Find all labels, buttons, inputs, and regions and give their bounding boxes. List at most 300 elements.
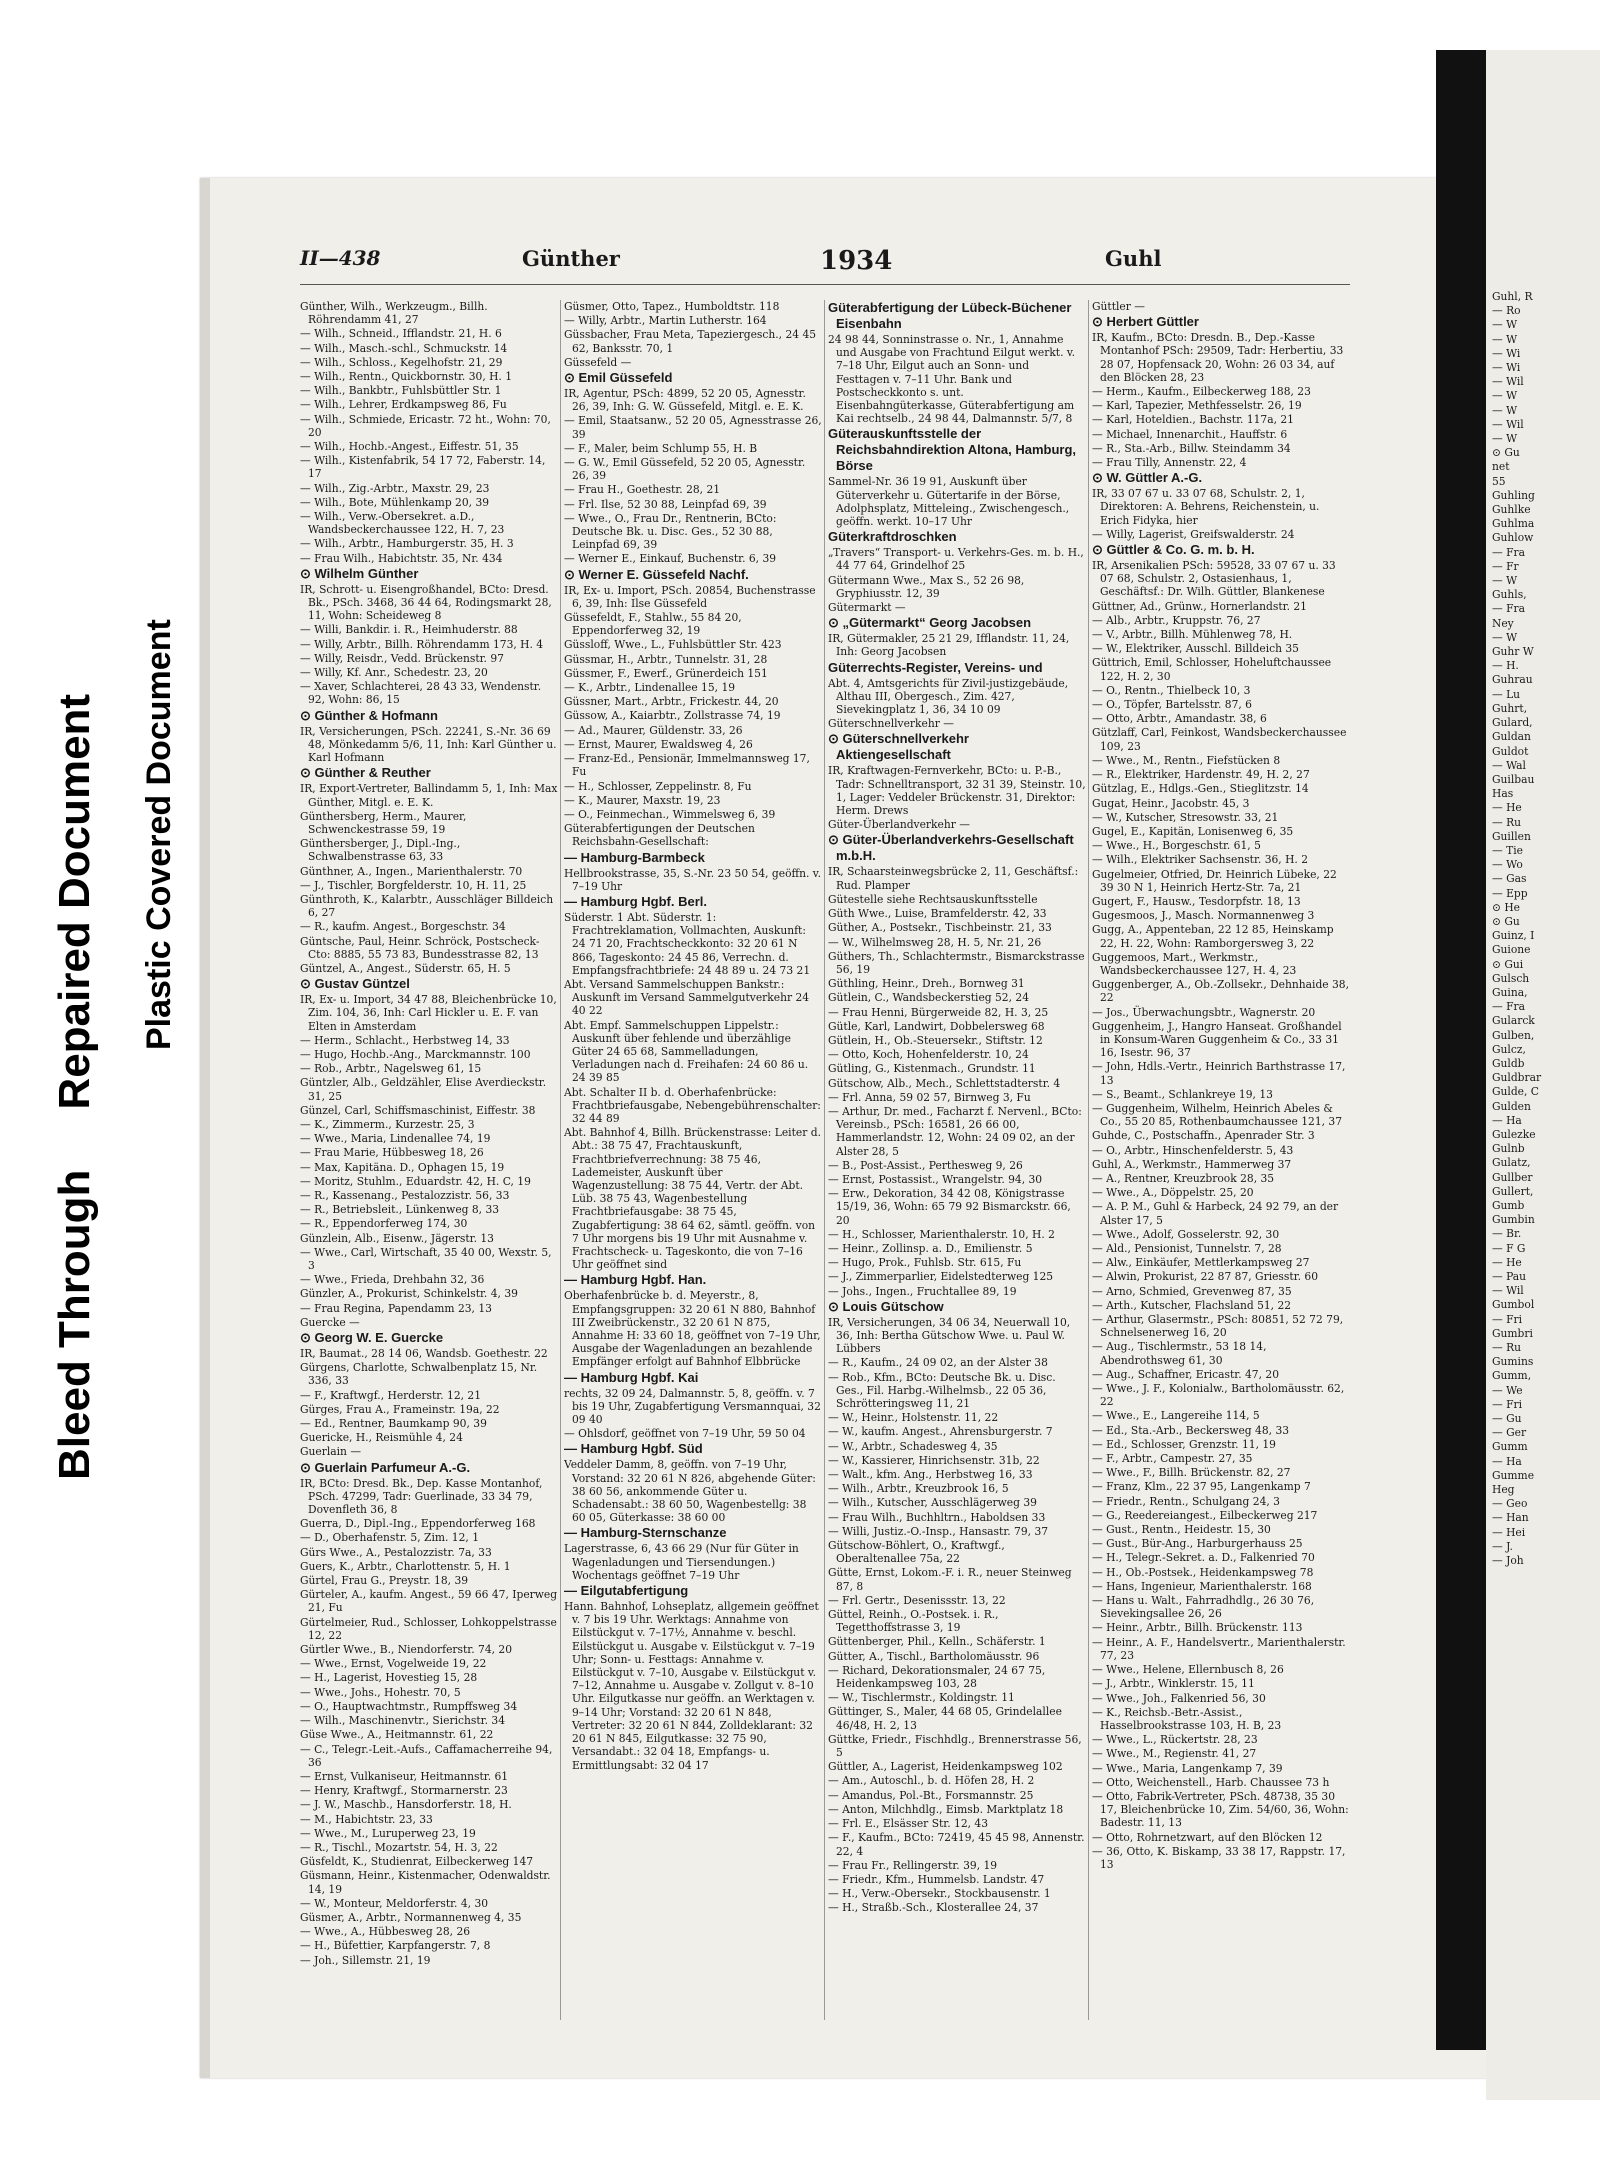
directory-entry-heading: — Hamburg Hgbf. Berl.: [564, 893, 708, 909]
directory-entry: — Tie: [1492, 843, 1523, 857]
directory-entry: — J.: [1492, 1539, 1513, 1553]
directory-entry: Gürs Wwe., A., Pestalozzistr. 7a, 33: [300, 1545, 492, 1559]
directory-entry: — Heinr., Arbtr., Billh. Brückenstr. 113: [1092, 1621, 1303, 1635]
directory-entry: Günthersberg, Herm., Maurer, Schwenckestrasse 59, 19: [300, 809, 467, 836]
directory-entry: IR, Ex- u. Import, PSch. 20854, Buchenstrasse 6, 39, Inh: Ilse Güssefeld: [564, 583, 816, 610]
directory-entry: Güsfeldt, K., Studienrat, Eilbeckerweg 147: [300, 1855, 534, 1869]
directory-entry: — O., Feinmechan., Wimmelsweg 6, 39: [564, 807, 776, 821]
directory-entry: Güttenberger, Phil., Kelln., Schäferstr. 1: [828, 1635, 1046, 1649]
directory-entry: — Wilh., Arbtr., Hamburgerstr. 35, H. 3: [300, 537, 514, 551]
directory-entry: — Wil: [1492, 375, 1524, 389]
header-year: 1934: [820, 246, 893, 276]
directory-entry: — F., Maler, beim Schlump 55, H. B: [564, 441, 758, 455]
directory-entry: Abt. Empf. Sammelschuppen Lippelstr.: Auskunft über fehlende und überzählige Güter 24 65 68, Sammelladungen, Verladungen nach d. Freihafen: 24 60 86 u. 24 39 85: [564, 1018, 809, 1085]
directory-entry: — Ald., Pensionist, Tunnelstr. 7, 28: [1092, 1242, 1282, 1255]
directory-entry: — Fra: [1492, 602, 1525, 616]
directory-entry: — Wal: [1492, 758, 1526, 772]
directory-entry: — W: [1492, 432, 1518, 446]
directory-entry: — Moritz, Stuhlm., Eduardstr. 42, H. C, 19: [300, 1174, 531, 1188]
directory-entry: — K., Zimmerm., Kurzestr. 25, 3: [300, 1117, 475, 1131]
directory-entry: — K., Arbtr., Lindenallee 15, 19: [564, 681, 736, 695]
directory-entry: — A. P. M., Guhl & Harbeck, 24 92 79, an der Alster 17, 5: [1092, 1200, 1339, 1227]
directory-entry: — Wilh., Kistenfabrik, 54 17 72, Faberstr. 14, 17: [300, 454, 546, 481]
directory-entry: — Frl. Ilse, 52 30 88, Leinpfad 69, 39: [564, 497, 767, 511]
directory-entry: 24 98 44, Sonninstrasse o. Nr., 1, Annahme und Ausgabe von Frachtund Eilgut werkt. v. 7–18 Uhr, Eilgut auch an Sonn- und Festtagen v. 7–11 Uhr. Bank und Postscheckkonto s. unt. Eisenbahngüterkasse, Güterabfertigung am Kai rechtselb., 24 98 44, Dalmannstr. 5/7, 8: [828, 333, 1076, 426]
directory-entry: — G. W., Emil Güssefeld, 52 20 05, Agnesstr. 26, 39: [564, 456, 806, 483]
directory-entry: — S., Beamt., Schlankreye 19, 13: [1092, 1087, 1273, 1101]
directory-entry: Günther, Wilh., Werkzeugm., Billh. Röhrendamm 41, 27: [300, 300, 488, 327]
directory-entry: — R., Elektriker, Hardenstr. 49, H. 2, 27: [1092, 768, 1310, 782]
directory-entry: — Michael, Innenarchit., Hauffstr. 6: [1092, 427, 1288, 441]
directory-entry: — Wwe., E., Langereihe 114, 5: [1092, 1409, 1260, 1423]
directory-entry: Gulard,: [1492, 716, 1533, 730]
directory-entry: Abt. Bahnhof 4, Billh. Brückenstrasse: Leiter d. Abt.: 38 75 47, Frachtauskunft, Frachtbriefverrechnung: 38 75 46, Lademeister, Auskunft über Wagenzustellung: 38 75 44, Vertr. der Abt. Lüb. 38 75 43, Wagenbestellung Frachtbriefausgabe: 38 75 45, Zugabfertigung: 38 64 62, sämtl. geöffn. von 7 Uhr morgens bis 19 Uhr mit Ausnahme v. Frachtscheck- u. Tageskonto, die von 7–16 Uhr geöffnet sind: [564, 1126, 821, 1272]
column-divider: [824, 300, 825, 2020]
directory-entry: „Travers“ Transport- u. Verkehrs-Ges. m. b. H., 44 77 64, Grindelhof 25: [828, 546, 1084, 573]
directory-entry: — F., Kaufm., BCto: 72419, 45 45 98, Annenstr. 22, 4: [828, 1831, 1085, 1858]
directory-entry: — Ed., Rentner, Baumkamp 90, 39: [300, 1417, 487, 1431]
directory-entry: — Wwe., J. F., Kolonialw., Bartholomäusstr. 62, 22: [1092, 1382, 1345, 1409]
directory-entry: Güssloff, Wwe., L., Fuhlsbüttler Str. 423: [564, 638, 782, 652]
directory-entry: Guilbau: [1492, 772, 1535, 786]
directory-entry: — Ohlsdorf, geöffnet von 7–19 Uhr, 59 50 04: [564, 1427, 806, 1441]
directory-entry-heading: — Hamburg Hgbf. Süd: [564, 1441, 703, 1457]
binding-shadow: [1436, 50, 1486, 2050]
directory-entry: — Frau Wilh., Buchhltrn., Haboldsen 33: [828, 1510, 1046, 1524]
directory-entry-heading: — Eilgutabfertigung: [564, 1583, 689, 1599]
directory-entry: — Wilh., Schneid., Ifflandstr. 21, H. 6: [300, 327, 502, 341]
directory-entry: Güssefeld —: [564, 355, 632, 369]
directory-entry: Gumme: [1492, 1468, 1535, 1482]
directory-entry: Ney: [1492, 616, 1514, 630]
directory-entry: — Emil, Staatsanw., 52 20 05, Agnesstrasse 26, 39: [564, 414, 822, 441]
directory-entry: Guinz, I: [1492, 929, 1535, 943]
directory-entry: — W., Arbtr., Schadesweg 4, 35: [828, 1439, 998, 1453]
directory-entry: Abt. 4, Amtsgerichts für Zivil-justizgebäude, Althau III, Obergesch., Zim. 427, Sievekingplatz 1, 36, 34 10 09: [828, 676, 1069, 717]
directory-entry: — W: [1492, 574, 1518, 588]
directory-entry-heading: ⊙ Louis Gütschow: [828, 1298, 944, 1314]
directory-entry: — Geo: [1492, 1497, 1528, 1511]
directory-entry: net: [1492, 460, 1510, 474]
directory-entry: — Frl. Gertr., Desenissstr. 13, 22: [828, 1593, 1006, 1607]
directory-entry: — Wilh., Lehrer, Erdkampsweg 86, Fu: [300, 398, 507, 412]
directory-entry: — Frau Tilly, Annenstr. 22, 4: [1092, 456, 1247, 470]
directory-entry: — M., Habichtstr. 23, 33: [300, 1812, 433, 1826]
directory-entry: Abt. Versand Sammelschuppen Bankstr.: Auskunft im Versand Sammelgutverkehr 24 40 22: [564, 977, 810, 1018]
directory-entry: — Wilh., Bankbtr., Fuhlsbüttler Str. 1: [300, 384, 502, 398]
directory-entry: — Franz-Ed., Pensionär, Immelmannsweg 17, Fu: [564, 752, 810, 779]
directory-entry: Guers, K., Arbtr., Charlottenstr. 5, H. 1: [300, 1559, 511, 1573]
directory-entry: Gullert,: [1492, 1184, 1534, 1198]
directory-entry: Guhlow: [1492, 531, 1534, 545]
directory-entry: Gürgens, Charlotte, Schwalbenplatz 15, Nr. 336, 33: [300, 1361, 538, 1388]
directory-entry: — W., Kutscher, Stresowstr. 33, 21: [1092, 810, 1279, 824]
column-3: [828, 300, 1086, 2020]
directory-entry: Guerlain —: [300, 1445, 362, 1459]
directory-entry: — Arth., Kutscher, Flachsland 51, 22: [1092, 1298, 1292, 1312]
directory-entry: — Karl, Tapezier, Methfesselstr. 26, 19: [1092, 399, 1302, 413]
directory-entry: — Ger: [1492, 1426, 1527, 1440]
directory-entry: — Fra: [1492, 1000, 1525, 1014]
directory-entry: — W: [1492, 389, 1518, 403]
directory-entry: Guina,: [1492, 985, 1528, 999]
directory-entry: — Wwe., M., Rentn., Fiefstücken 8: [1092, 753, 1281, 767]
directory-entry: — Frau Wilh., Habichtstr. 35, Nr. 434: [300, 551, 503, 565]
directory-entry: Gumbri: [1492, 1326, 1533, 1340]
directory-entry: Gütlein, C., Wandsbeckerstieg 52, 24: [828, 991, 1029, 1005]
directory-entry: Güssmar, H., Arbtr., Tunnelstr. 31, 28: [564, 652, 768, 666]
directory-entry: — Frl. Anna, 59 02 57, Birnweg 3, Fu: [828, 1090, 1031, 1104]
directory-entry: Günzel, Carl, Schiffsmaschinist, Eiffestr. 38: [300, 1103, 536, 1117]
directory-entry: Güssmer, F., Ewerf., Grünerdeich 151: [564, 666, 768, 680]
directory-entry: — Wilh., Verw.-Obersekret. a.D., Wandsbeckerchaussee 122, H. 7, 23: [300, 510, 505, 537]
directory-entry: — W., Tischlermstr., Koldingstr. 11: [828, 1691, 1015, 1705]
directory-entry: Güntzler, Alb., Geldzähler, Elise Averdieckstr. 31, 25: [300, 1076, 547, 1103]
directory-entry: — Wilh., Schmiede, Ericastr. 72 ht., Wohn: 70, 20: [300, 412, 551, 439]
directory-entry: IR, Schrott- u. Eisengroßhandel, BCto: Dresd. Bk., PSch. 3468, 36 44 64, Rodingsmarkt 28, 11, Wohn: Scheideweg 8: [300, 582, 552, 623]
directory-entry: — Henry, Kraftwgf., Stormarnerstr. 23: [300, 1784, 508, 1798]
directory-entry: — Rob., Kfm., BCto: Deutsche Bk. u. Disc. Ges., Fil. Harbg.-Wilhelmsb., 22 05 36, Schrötteringsweg 11, 21: [828, 1370, 1056, 1410]
directory-entry: Gürteler, A., kaufm. Angest., 59 66 47, Iperweg 21, Fu: [300, 1588, 558, 1615]
directory-entry: Gugesmoos, J., Masch. Normannenweg 3: [1092, 909, 1315, 923]
directory-entry: Gulnb: [1492, 1142, 1525, 1156]
directory-entry: IR, Versicherungen, PSch. 22241, S.-Nr. 36 69 48, Mönkedamm 5/6, 11, Inh: Karl Günther u. Karl Hofmann: [300, 724, 557, 765]
directory-entry: IR, Agentur, PSch: 4899, 52 20 05, Agnesstr. 26, 39, Inh: G. W. Güssefeld, Mitgl. e. E. K.: [564, 387, 806, 414]
directory-entry: Guercke —: [300, 1315, 360, 1329]
directory-entry: Gütschow-Böhlert, O., Kraftwgf., Oberaltenallee 75a, 22: [828, 1539, 1005, 1566]
directory-entry: — Wwe., Carl, Wirtschaft, 35 40 00, Wexstr. 5, 3: [300, 1245, 552, 1272]
directory-entry: — Ha: [1492, 1454, 1522, 1468]
directory-entry: IR, Export-Vertreter, Ballindamm 5, 1, Inh: Max Günther, Mitgl. e. E. K.: [300, 782, 558, 809]
directory-entry: Güttner, Ad., Grünw., Hornerlandstr. 21: [1092, 599, 1307, 613]
directory-entry: Guhling: [1492, 488, 1535, 502]
directory-entry: — O., Rentn., Thielbeck 10, 3: [1092, 683, 1251, 697]
directory-entry: Guldot: [1492, 744, 1529, 758]
directory-entry: — G., Reedereiangest., Eilbeckerweg 217: [1092, 1508, 1318, 1522]
directory-entry: — Ed., Sta.-Arb., Beckersweg 48, 33: [1092, 1423, 1290, 1437]
directory-entry: — Wil: [1492, 417, 1524, 431]
directory-entry: — Wilh., Bote, Mühlenkamp 20, 39: [300, 495, 490, 509]
directory-entry: — Max, Kapitäna. D., Ophagen 15, 19: [300, 1160, 505, 1174]
directory-entry: — Han: [1492, 1511, 1529, 1525]
directory-entry: — Wilh., Rentn., Quickbornstr. 30, H. 1: [300, 370, 513, 384]
directory-entry: — Gust., Rentn., Heidestr. 15, 30: [1092, 1523, 1271, 1537]
directory-entry: Gumb: [1492, 1199, 1525, 1212]
directory-entry: — Heinr., Zollinsp. a. D., Emilienstr. 5: [828, 1241, 1033, 1255]
directory-entry: — Gu: [1492, 1412, 1522, 1426]
directory-entry: Güttrich, Emil, Schlosser, Hoheluftchaussee 122, H. 2, 30: [1092, 656, 1332, 683]
directory-entry: — Wwe., Maria, Lindenallee 74, 19: [300, 1132, 491, 1146]
directory-entry: IR, BCto: Dresd. Bk., Dep. Kasse Montanhof, PSch. 47299, Tadr: Guerlinade, 33 34 79, Dovenfleth 36, 8: [300, 1476, 543, 1517]
directory-entry: Guhlma: [1492, 517, 1535, 531]
directory-entry: — R., Kassenang., Pestalozzistr. 56, 33: [300, 1188, 510, 1202]
directory-entry: Gulden: [1492, 1099, 1531, 1113]
directory-entry-heading: Güterauskunftsstelle der Reichsbahndirektion Altona, Hamburg, Börse: [828, 426, 1077, 474]
directory-entry: — W., Elektriker, Ausschl. Billdeich 35: [1092, 642, 1299, 656]
page-content: [300, 238, 1350, 1967]
directory-entry: — J., Tischler, Borgfelderstr. 10, H. 11, 25: [300, 878, 527, 892]
directory-entry: Güssefeldt, F., Stahlw., 55 84 20, Eppendorferweg 32, 19: [564, 611, 742, 638]
page-number: II—438: [300, 246, 381, 270]
directory-entry: — Pau: [1492, 1270, 1527, 1284]
directory-entry: Güth Wwe., Luise, Bramfelderstr. 42, 33: [828, 907, 1047, 921]
directory-entry: — R., Eppendorferweg 174, 30: [300, 1217, 468, 1231]
directory-entry: Güttler, A., Lagerist, Heidenkampsweg 102: [828, 1760, 1063, 1774]
directory-entry: — Ro: [1492, 304, 1521, 318]
directory-entry: — Friedr., Kfm., Hummelsb. Landstr. 47: [828, 1872, 1045, 1886]
directory-entry-heading: ⊙ Güttler & Co. G. m. b. H.: [1092, 542, 1255, 558]
directory-entry: — Ru: [1492, 815, 1522, 829]
directory-entry: — Johs., Ingen., Fruchtallee 89, 19: [828, 1284, 1017, 1298]
directory-entry: — Wwe., Frieda, Drehbahn 32, 36: [300, 1273, 485, 1287]
directory-entry: — Frau Marie, Hübbesweg 18, 26: [300, 1146, 484, 1160]
directory-entry: — Wo: [1492, 858, 1523, 872]
directory-entry: Güsmer, A., Arbtr., Normannenweg 4, 35: [300, 1910, 522, 1924]
directory-entry: — H.: [1492, 659, 1519, 673]
directory-entry: — A., Rentner, Kreuzbrook 28, 35: [1092, 1171, 1275, 1185]
directory-entry: — R., Sta.-Arb., Billw. Steindamm 34: [1092, 441, 1291, 455]
directory-entry: ⊙ Gui: [1492, 957, 1524, 971]
directory-entry: Guhde, C., Postschaffn., Apenrader Str. 3: [1092, 1129, 1315, 1143]
directory-entry: — Alb., Arbtr., Kruppstr. 76, 27: [1092, 613, 1261, 627]
directory-entry: IR, Gütermakler, 25 21 29, Ifflandstr. 11, 24, Inh: Georg Jacobsen: [828, 632, 1070, 659]
directory-entry: — Ru: [1492, 1341, 1522, 1355]
directory-entry: Guione: [1492, 943, 1531, 957]
directory-entry: — Am., Autoschl., b. d. Höfen 28, H. 2: [828, 1774, 1035, 1788]
directory-entry: Güntsche, Paul, Heinr. Schröck, Postscheck-Cto: 8885, 55 73 83, Bundesstrasse 82, 13: [300, 934, 540, 961]
directory-entry: Gütter, A., Tischl., Bartholomäusstr. 96: [828, 1649, 1040, 1663]
directory-entry: — Aug., Schaffner, Ericastr. 47, 20: [1092, 1367, 1279, 1381]
directory-entry: Gulatz,: [1492, 1156, 1531, 1170]
directory-entry: Gütling, G., Kistenmach., Grundstr. 11: [828, 1062, 1036, 1076]
directory-entry: — Frau Henni, Bürgerweide 82, H. 3, 25: [828, 1005, 1049, 1019]
directory-entry: — He: [1492, 801, 1522, 815]
directory-entry: Güssner, Mart., Arbtr., Frickestr. 44, 20: [564, 695, 779, 709]
directory-entry: — Alwin, Prokurist, 22 87 87, Griesstr. 60: [1092, 1270, 1319, 1284]
directory-entry: — Otto, Arbtr., Amandastr. 38, 6: [1092, 712, 1267, 726]
directory-entry: Guerra, D., Dipl.-Ing., Eppendorferweg 168: [300, 1517, 536, 1531]
directory-entry: — H., Büfettier, Karpfangerstr. 7, 8: [300, 1939, 491, 1953]
directory-entry: Günthroth, K., Kalarbtr., Ausschläger Billdeich 6, 27: [300, 892, 554, 920]
directory-entry: — H., Lagerist, Hovestieg 15, 28: [300, 1671, 478, 1685]
directory-entry: Güttler —: [1092, 300, 1145, 313]
directory-entry: — Arthur, Glasermstr., PSch: 80851, 52 72 79, Schnelsenerweg 16, 20: [1092, 1313, 1344, 1340]
directory-entry: — W., Monteur, Meldorferstr. 4, 30: [300, 1896, 489, 1910]
directory-entry: — K., Reichsb.-Betr.-Assist., Hasselbrookstrasse 103, H. B, 23: [1092, 1705, 1282, 1732]
directory-entry-heading: Güterkraftdroschken: [828, 529, 957, 545]
directory-entry: Gumm: [1492, 1440, 1528, 1454]
directory-entry: Guhrt,: [1492, 701, 1528, 715]
directory-entry: — Hans, Ingenieur, Marienthalerstr. 168: [1092, 1579, 1312, 1593]
directory-entry-heading: ⊙ Wilhelm Günther: [300, 565, 419, 581]
directory-entry: — O., Arbtr., Hinschenfelderstr. 5, 43: [1092, 1143, 1294, 1157]
directory-entry: — Wwe., H., Borgeschstr. 61, 5: [1092, 839, 1261, 853]
directory-entry: — Hugo, Hochb.-Ang., Marckmannstr. 100: [300, 1047, 531, 1061]
directory-entry: — Wwe., Helene, Ellernbusch 8, 26: [1092, 1663, 1284, 1677]
directory-entry: — Alw., Einkäufer, Mettlerkampsweg 27: [1092, 1256, 1310, 1270]
column-divider: [1088, 300, 1089, 2020]
directory-entry: — O., Töpfer, Bartelsstr. 87, 6: [1092, 698, 1252, 712]
directory-entry: ⊙ He: [1492, 900, 1520, 914]
directory-entry: — F G: [1492, 1241, 1526, 1255]
directory-entry: IR, Ex- u. Import, 34 47 88, Bleichenbrücke 10, Zim. 104, 36, Inh: Carl Hickler u. E. F. van Elten in Amsterdam: [300, 993, 557, 1033]
directory-entry: Gütlein, H., Ob.-Steuersekr., Stiftstr. 12: [828, 1033, 1043, 1047]
directory-entry: — W: [1492, 630, 1518, 644]
directory-entry-heading: — Hamburg-Barmbeck: [564, 849, 705, 865]
directory-entry-heading: ⊙ Güter-Überlandverkehrs-Gesellschaft m.b.H.: [828, 832, 1074, 864]
directory-entry: — Gust., Bür-Ang., Harburgerhauss 25: [1092, 1537, 1303, 1551]
directory-entry: Sammel-Nr. 36 19 91, Auskunft über Güterverkehr u. Gütertarife in der Börse, Adolphsplatz, Mitteleing., Zwischengesch., geöffn. werkt. 10–17 Uhr: [828, 475, 1070, 529]
directory-entry: Gumm,: [1492, 1369, 1532, 1383]
directory-entry: Heg: [1492, 1483, 1515, 1497]
directory-entry: — Arthur, Dr. med., Facharzt f. Nervenl., BCto: Vereinsb., PSch: 16581, 26 66 00, Hammerlandstr. 12, Wohn: 24 09 02, an der Alster 28, 5: [828, 1104, 1082, 1158]
directory-entry: — Wilh., Schloss., Kegelhofstr. 21, 29: [300, 355, 503, 369]
directory-entry: — H., Telegr.-Sekret. a. D., Falkenried 70: [1092, 1551, 1315, 1565]
directory-entry: Güttinger, S., Maler, 44 68 05, Grindelallee 46/48, H. 2, 13: [828, 1705, 1062, 1732]
directory-entry: — Frau Regina, Papendamm 23, 13: [300, 1301, 492, 1315]
directory-entry: Abt. Schalter II b. d. Oberhafenbrücke: Frachtbriefausgabe, Nebengebührenschalter: 32 44 89: [564, 1085, 821, 1125]
directory-entry: Güthers, Th., Schlachtermstr., Bismarckstrasse 56, 19: [828, 949, 1085, 976]
directory-entry: — F., Arbtr., Campestr. 27, 35: [1092, 1452, 1253, 1466]
directory-entry: — Herm., Kaufm., Eilbeckerweg 188, 23: [1092, 385, 1311, 399]
directory-entry: rechts, 32 09 24, Dalmannstr. 5, 8, geöffn. v. 7 bis 19 Uhr, Zugabfertigung Versmannquai, 32 09 40: [564, 1386, 821, 1427]
directory-entry: Gulben,: [1492, 1028, 1535, 1042]
directory-entry: Gulsch: [1492, 971, 1530, 985]
directory-entry: — Werner E., Einkauf, Buchenstr. 6, 39: [564, 552, 777, 566]
directory-entry: — Wwe., M., Luruperweg 23, 19: [300, 1826, 476, 1840]
directory-entry: Guggenberger, A., Ob.-Zollsekr., Dehnhaide 38, 22: [1092, 978, 1350, 1005]
directory-entry: — Jos., Überwachungsbtr., Wagnerstr. 20: [1092, 1005, 1316, 1019]
directory-entry: — Franz, Klm., 22 37 95, Langenkamp 7: [1092, 1480, 1311, 1494]
directory-entry: Gütermann Wwe., Max S., 52 26 98, Gryphiusstr. 12, 39: [828, 573, 1025, 600]
directory-entry: Guhrau: [1492, 673, 1533, 687]
directory-entry: Gugelmeier, Otfried, Dr. Heinrich Lübeke, 22 39 30 N 1, Heinrich Hertz-Str. 7a, 21: [1092, 867, 1337, 894]
directory-entry: — Epp: [1492, 886, 1528, 900]
directory-entry: — Otto, Fabrik-Vertreter, PSch. 48738, 35 30 17, Bleichenbrücke 10, Zim. 54/60, 36, Wohn: Badestr. 11, 13: [1092, 1789, 1349, 1830]
directory-entry: Gugg, A., Appenteban, 22 12 85, Heinskamp 22, H. 22, Wohn: Ramborgersweg 3, 22: [1092, 923, 1334, 950]
directory-entry: Süderstr. 1 Abt. Süderstr. 1: Frachtreklamation, Vollmachten, Auskunft: 24 71 20, Frachtscheckkonto: 32 20 61 N 866, Tageskonto: 24 45 86, Verrechn. d. Empfangsfrachtbriefe: 24 48 89 u. 24 73 21: [564, 910, 811, 977]
column-4: [1092, 300, 1350, 2020]
directory-entry-heading: ⊙ Güterschnellverkehr Aktiengesellschaft: [828, 731, 969, 763]
directory-entry: — Gas: [1492, 872, 1527, 886]
directory-entry-heading: Güterrechts-Register, Vereins- und: [828, 659, 1043, 675]
directory-entry: — Richard, Dekorationsmaler, 24 67 75, Heidenkampsweg 103, 28: [828, 1663, 1046, 1691]
directory-entry: Gürtler Wwe., B., Niendorferstr. 74, 20: [300, 1643, 513, 1657]
directory-entry: Gütestelle siehe Rechtsauskunftsstelle: [828, 892, 1038, 906]
directory-entry: — Lu: [1492, 687, 1521, 701]
directory-entry: — Ha: [1492, 1113, 1522, 1127]
directory-entry: — Wwe., M., Regienstr. 41, 27: [1092, 1747, 1257, 1761]
directory-entry: — D., Oberhafenstr. 5, Zim. 12, 1: [300, 1531, 479, 1545]
directory-entry: — Wilh., Hochb.-Angest., Eiffestr. 51, 35: [300, 440, 519, 454]
directory-entry: — We: [1492, 1383, 1523, 1397]
directory-entry: Guggenheim, J., Hangro Hanseat. Großhandel in Konsum-Waren Guggenheim & Co., 33 31 16, Isestr. 96, 37: [1092, 1019, 1342, 1060]
directory-entry: — F., Kraftwgf., Herderstr. 12, 21: [300, 1388, 482, 1402]
directory-entry: — Hei: [1492, 1525, 1526, 1539]
directory-entry: — Anton, Milchhdlg., Eimsb. Marktplatz 18: [828, 1802, 1064, 1816]
directory-entry: — Fri: [1492, 1397, 1523, 1411]
side-label-bleed-through: [50, 694, 100, 1480]
directory-entry: Guhl, R: [1492, 290, 1533, 303]
adjacent-page: [1486, 50, 1600, 2100]
directory-entry: Gützlaff, Carl, Feinkost, Wandsbeckerchaussee 109, 23: [1092, 726, 1347, 753]
directory-entry: Gürges, Frau A., Frameinstr. 19a, 22: [300, 1402, 500, 1416]
directory-entry: — H., Ob.-Postsek., Heidenkampsweg 78: [1092, 1565, 1314, 1579]
directory-entry: Gürtelmeier, Rud., Schlosser, Lohkoppelstrasse 12, 22: [300, 1615, 557, 1642]
directory-entry: — Wwe., Adolf, Gosselerstr. 92, 30: [1092, 1227, 1280, 1241]
directory-entry: — Ernst, Postassist., Wrangelstr. 94, 30: [828, 1172, 1043, 1186]
directory-entry: — Wilh., Masch.-schl., Schmuckstr. 14: [300, 341, 508, 355]
directory-entry: — Br.: [1492, 1227, 1522, 1241]
directory-entry: Hann. Bahnhof, Lohseplatz, allgemein geöffnet v. 7 bis 19 Uhr. Werktags: Annahme von Eilstückgut v. 7–17½, Annahme v. beschl. Eilstückgut u. Ausgabe v. Eilstückgut v. 7–19 Uhr; Sonn- u. Festtags: Annahme v. Eilstückgut v. 7–10, Ausgabe v. Eilstückgut v. 7–12, Annahme u. Ausgabe v. Zollgut v. 8–10 Uhr. Eilgutkasse nur geöffn. an Werktagen v. 9–14 Uhr; Vorstand: 32 20 61 N 848, Vertreter: 32 20 61 N 844, Zolldeklarant: 32 20 61 N 845, Eilgutkasse: 32 75 90, Versandabt.: 32 04 18, Empfangs- u. Ermittlungsabt: 32 04 17: [564, 1600, 819, 1772]
directory-entry: — W., Wilhelmsweg 28, H. 5, Nr. 21, 26: [828, 935, 1042, 949]
directory-entry: Guldan: [1492, 730, 1531, 744]
directory-entry: Guillen: [1492, 829, 1531, 843]
repaired-text: Repaired Document: [50, 693, 99, 1110]
directory-entry: Gütte, Ernst, Lokom.-F. i. R., neuer Steinweg 87, 8: [828, 1566, 1072, 1593]
directory-entry: — Wilh., Kutscher, Ausschlägerweg 39: [828, 1496, 1037, 1510]
directory-entry: — 36, Otto, K. Biskamp, 33 38 17, Rappstr. 17, 13: [1092, 1844, 1346, 1871]
directory-entry: — Willy, Arbtr., Martin Lutherstr. 164: [564, 314, 767, 328]
directory-entry: — H., Verw.-Obersekr., Stockbausenstr. 1: [828, 1887, 1051, 1901]
directory-entry: Güsmer, Otto, Tapez., Humboldtstr. 118: [564, 300, 780, 313]
directory-entry: — C., Telegr.-Leit.-Aufs., Caffamacherreihe 94, 36: [300, 1742, 553, 1769]
directory-entry: Gularck: [1492, 1014, 1535, 1028]
directory-entry: — J., Zimmerparlier, Eidelstedterweg 125: [828, 1270, 1054, 1284]
directory-entry: IR, Schaarsteinwegsbrücke 2, 11, Geschäftsf.: Rud. Plamper: [828, 865, 1079, 892]
directory-entry: — Friedr., Rentn., Schulgang 24, 3: [1092, 1494, 1280, 1508]
directory-entry: — Wwe., O., Frau Dr., Rentnerin, BCto: Deutsche Bk. u. Disc. Ges., 52 30 88, Leinpfad 69, 39: [564, 511, 777, 552]
directory-entry: Hellbrookstrasse, 35, S.-Nr. 23 50 54, geöffn. v. 7–19 Uhr: [564, 866, 821, 893]
directory-entry: Guhl, A., Werkmstr., Hammerweg 37: [1092, 1157, 1292, 1171]
directory-entry: — Willy, Kf. Anr., Schedestr. 23, 20: [300, 666, 488, 680]
directory-entry: — Ernst, Vulkaniseur, Heitmannstr. 61: [300, 1769, 509, 1783]
directory-entry: Güther, A., Postsekr., Tischbeinstr. 21, 33: [828, 921, 1052, 935]
directory-entry: — R., Tischl., Mozartstr. 54, H. 3, 22: [300, 1840, 498, 1854]
directory-entry: — R., Betriebsleit., Lünkenweg 8, 33: [300, 1203, 500, 1217]
directory-entry: — Erw., Dekoration, 34 42 08, Königstrasse 15/19, 36, Wohn: 65 79 92 Bismarckstr. 66, 20: [828, 1187, 1071, 1227]
directory-entry: — Walt., kfm. Ang., Herbstweg 16, 33: [828, 1468, 1033, 1482]
directory-entry: — Wilh., Arbtr., Kreuzbrook 16, 5: [828, 1482, 1009, 1496]
directory-entry: — W: [1492, 332, 1518, 346]
directory-page: [200, 178, 1500, 2078]
directory-entry: — Wwe., A., Döppelstr. 25, 20: [1092, 1186, 1254, 1200]
column-divider: [560, 300, 561, 2020]
directory-entry: IR, Baumat., 28 14 06, Wandsb. Goethestr. 22: [300, 1347, 548, 1361]
directory-entry: — Wil: [1492, 1284, 1524, 1298]
directory-entry: — Fr: [1492, 559, 1519, 573]
directory-entry: Gumbin: [1492, 1213, 1535, 1227]
directory-entry: — Heinr., A. F., Handelsvertr., Marienthalerstr. 77, 23: [1092, 1635, 1346, 1662]
directory-entry: IR, Versicherungen, 34 06 34, Neuerwall 10, 36, Inh: Bertha Gütschow Wwe. u. Paul W. Lübbers: [828, 1315, 1071, 1356]
directory-entry: Gullber: [1492, 1170, 1533, 1184]
directory-entry: — Fri: [1492, 1312, 1523, 1326]
directory-entry: Has: [1492, 787, 1514, 801]
directory-entry: — W: [1492, 403, 1518, 417]
directory-entry: — Xaver, Schlachterei, 28 43 33, Wendenstr. 92, Wohn: 86, 15: [300, 680, 542, 707]
directory-entry: Lagerstrasse, 6, 43 66 29 (Nur für Güter in Wagenladungen und Tiersendungen.) Wochentags geöffnet 7–19 Uhr: [564, 1542, 799, 1582]
directory-entry: Günzlein, Alb., Eisenw., Jägerstr. 13: [300, 1231, 494, 1245]
directory-entry: — Willy, Reisdr., Vedd. Brückenstr. 97: [300, 651, 504, 665]
directory-entry: — He: [1492, 1255, 1522, 1269]
directory-entry: Güssbacher, Frau Meta, Tapeziergesch., 24 45 62, Banksstr. 70, 1: [564, 328, 817, 355]
directory-entry: Guhlke: [1492, 503, 1531, 517]
directory-entry-heading: ⊙ Emil Güssefeld: [564, 370, 673, 386]
side-label-plastic: [140, 619, 179, 1050]
directory-entry: — R., Kaufm., 24 09 02, an der Alster 38: [828, 1356, 1048, 1370]
columns-area: [300, 300, 1350, 2020]
directory-entry: — Wwe., Johs., Hohestr. 70, 5: [300, 1685, 461, 1699]
